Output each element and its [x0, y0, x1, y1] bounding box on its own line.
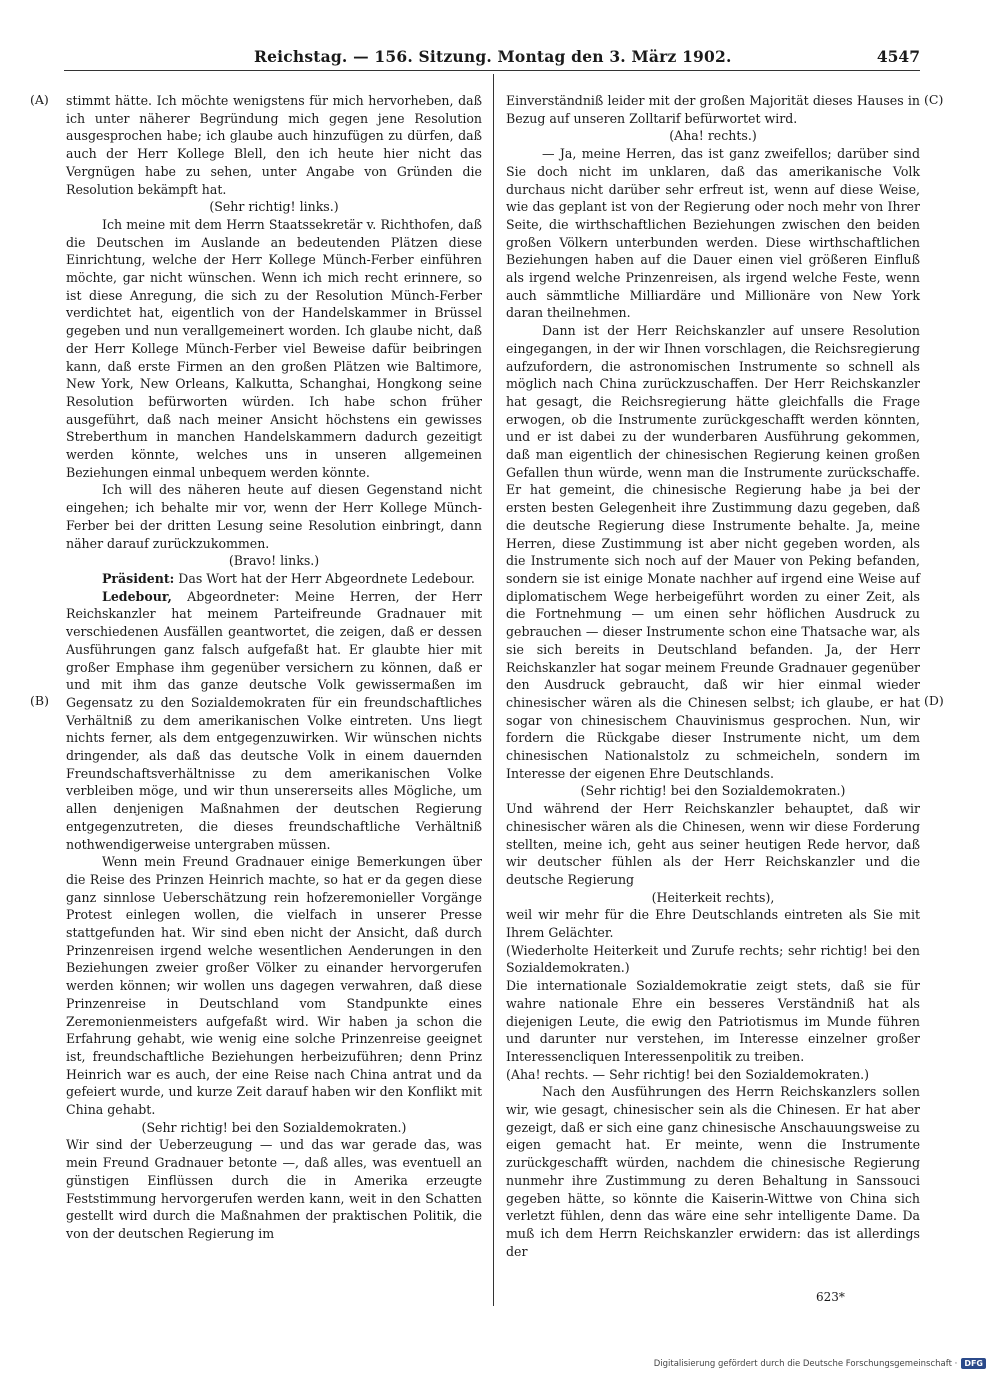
paragraph: [66, 1136, 482, 1242]
paragraph-text: Nach den Ausführungen des Herrn Reichskanzlers sollen wir, wie gesagt, chinesischer sein als die Chinesen. Er hat aber gezeigt, daß er sich eine ganz chinesische Anschauungsweise zu eigen gemacht hat. Er meinte, wenn die Instrumente zurückgeschafft würden, nachdem die chinesische Regierung nunmehr ihre Zustimmung zu deren Behaltung in Sanssouci gegeben hätte, so könnte die Kaiserin-Wittwe von China sich verletzt fühlen, denn das wäre eine sehr intelligente Dame. Da muß ich dem Herrn Reichskanzler erwidern: das ist allerdings der: [506, 1084, 920, 1259]
paragraph: [66, 570, 482, 588]
paragraph: [506, 782, 920, 800]
page-number: 4547: [876, 47, 920, 66]
paragraph: [66, 92, 482, 198]
footer-text: Digitalisierung gefördert durch die Deutsche Forschungsgemeinschaft ·: [653, 1358, 958, 1369]
signature-mark: 623*: [816, 1290, 845, 1304]
paragraph-text: (Aha! rechts. — Sehr richtig! bei den Sozialdemokraten.): [506, 1066, 870, 1082]
header-rule: [64, 70, 920, 71]
paragraph-text: (Bravo! links.): [228, 553, 320, 569]
paragraph-text: Einverständniß leider mit der großen Majorität dieses Hauses in Bezug auf unseren Zolltarif befürwortet wird.: [506, 93, 920, 126]
paragraph-text: weil wir mehr für die Ehre Deutschlands eintreten als Sie mit Ihrem Gelächter.: [506, 907, 920, 941]
paragraph: [66, 853, 482, 1119]
running-head: Reichstag. — 156. Sitzung. Montag den 3. März 1902.: [254, 47, 732, 66]
paragraph-text: Ich meine mit dem Herrn Staatssekretär v. Richthofen, daß die Deutschen im Auslande an bedeutenden Plätzen diese Einrichtung, welche der Herr Kollege Münch-Ferber einführen möchte, gar nicht wünschen. Wenn ich mich recht erinnere, so ist diese Anregung, die sich zu der Resolution Münch-Ferber verdichtet hat, eigentlich von der Handelskammer in Brüssel gegeben und nun verallgemeinert worden. Ich glaube nicht, daß der Herr Kollege Münch-Ferber viel Beweise dafür beibringen kann, daß erste Firmen an den großen Plätzen wie Baltimore, New York, New Orleans, Kalkutta, Schanghai, Hongkong seine Resolution befürworten würden. Ich habe schon früher ausgeführt, daß nach meiner Ansicht höchstens ein gewisses Streberthum in manchen Handelskammern dadurch gezeitigt werden könnte, welches uns in unseren allgemeinen Beziehungen einmal unbequem werden könnte.: [66, 216, 482, 480]
paragraph: [506, 889, 920, 907]
paragraph-text: (Sehr richtig! bei den Sozialdemokraten.): [141, 1119, 407, 1135]
footer: [654, 1358, 986, 1369]
paragraph: [506, 906, 920, 941]
paragraph-text: (Heiterkeit rechts),: [651, 889, 775, 905]
paragraph-text: Ich will des näheren heute auf diesen Gegenstand nicht eingehen; ich behalte mir vor, wenn der Herr Kollege Münch-Ferber bei der dritten Lesung seine Resolution einbringt, dann näher darauf zurückzukommen.: [66, 482, 482, 551]
speaker-name: Ledebour,: [102, 588, 172, 604]
margin-mark-b: (B): [30, 693, 49, 708]
paragraph-text: (Sehr richtig! bei den Sozialdemokraten.): [580, 783, 846, 799]
paragraph-text: Die internationale Sozialdemokratie zeigt stets, daß sie für wahre nationale Ehre ein besseres Verständniß hat als diejenigen Leute, die ewig den Patriotismus im Munde führen und darunter nur verstehen, im Interesse einzelner großer Interessencliquen Interessenpolitik zu treiben.: [506, 978, 920, 1064]
column-divider: [493, 74, 494, 1306]
paragraph: [66, 588, 482, 854]
paragraph: [506, 800, 920, 889]
paragraph-text: — Ja, meine Herren, das ist ganz zweifellos; darüber sind Sie doch nicht im unklaren, daß das amerikanische Volk durchaus nicht darüber sehr erfreut ist, wenn auf diese Weise, wie das geplant ist von der Regierung oder noch mehr von Ihrer Seite, die wirthschaftlichen Beziehungen zwischen den beiden großen Völkern unterbunden werden. Diese wirthschaftlichen Beziehungen haben auf die Dauer einen viel größeren Einfluß als irgend welche Prinzenreisen, als irgend welche Feste, wenn auch sämmtliche Milliardäre und Millionäre von New York daran theilnehmen.: [506, 146, 920, 321]
paragraph: [66, 1119, 482, 1137]
paragraph: [66, 481, 482, 552]
paragraph-text: (Aha! rechts.): [669, 128, 757, 144]
margin-mark-d: (D): [924, 693, 944, 708]
running-header: [64, 47, 920, 71]
speaker-name: Präsident:: [102, 570, 175, 586]
paragraph: [66, 216, 482, 482]
margin-mark-a: (A): [30, 92, 49, 107]
paragraph: [506, 322, 920, 782]
dfg-logo: DFG: [961, 1358, 986, 1369]
paragraph-text: Abgeordneter: Meine Herren, der Herr Reichskanzler hat meinem Parteifreunde Gradnauer mit verschiedenen Ausfällen geantwortet, die zeigen, daß er dessen Ausführungen ganz falsch aufgefaßt hat. Er glaubte hier mit großer Emphase ihm gegenüber versichern zu können, daß er und mit ihm das ganze deutsche Volk gewissermaßen im Gegensatz zu den Sozialdemokraten für ein freundschaftliches Verhältniß zu dem amerikanischen Volke eintreten. Uns liegt nichts ferner, als dem entgegenzuwirken. Wir wünschen nichts dringender, als daß das deutsche Volk in einem dauernden Freundschaftsverhältnisse zu dem amerikanischen Volke verbleiben möge, und wir thun unsererseits alles Mögliche, um allen denjenigen Maßnahmen der deutschen Regierung entgegenzutreten, die dieses freundschaftliche Verhältniß nothwendigerweise untergraben müssen.: [66, 588, 482, 852]
paragraph: [506, 127, 920, 145]
paragraph-text: (Sehr richtig! links.): [209, 199, 339, 215]
paragraph: [506, 1066, 920, 1084]
paragraph-text: Wir sind der Ueberzeugung — und das war gerade das, was mein Freund Gradnauer betonte —, daß alles, was eventuell an günstigen Einflüssen durch die in Amerika erzeugte Feststimmung hervorgerufen werden kann, weit in den Schatten gestellt wird durch die Maßnahmen der praktischen Politik, die von der deutschen Regierung im: [66, 1137, 482, 1241]
paragraph-text: Wenn mein Freund Gradnauer einige Bemerkungen über die Reise des Prinzen Heinrich machte, so hat er da gegen diese ganz sinnlose Ueberschätzung rein hofzeremonieller Vorgänge Protest einlegen wollen, die vielfach in unserer Presse stattgefunden hat. Wir sind eben nicht der Ansicht, daß durch Prinzenreisen irgend welche wesentlichen Aenderungen in den Beziehungen zweier großer Völker zu einander hervorgerufen werden können; wir wollen uns dagegen verwahren, daß diese Prinzenreise in Deutschland vom Standpunkte eines Zeremonienmeisters aufgefaßt wird. Wir haben ja schon die Erfahrung gehabt, wie wenig eine solche Prinzenreise geeignet ist, freundschaftliche Beziehungen herbeizuführen; denn Prinz Heinrich war es auch, der eine Reise nach China antrat und da gefeiert wurde, und kurze Zeit darauf haben wir den Konflikt mit China gehabt.: [66, 854, 482, 1118]
paragraph-text: stimmt hätte. Ich möchte wenigstens für mich hervorheben, daß ich unter näherer Begründung mich gegen jene Resolution ausgesprochen habe; ich glaube auch hinzufügen zu dürfen, daß auch der Herr Kollege Blell, den ich heute hier nicht das Vergnügen habe zu sehen, unter Angabe von Gründen die Resolution bekämpft hat.: [66, 93, 482, 197]
paragraph: [506, 92, 920, 127]
margin-mark-c: (C): [924, 92, 944, 107]
paragraph-text: Dann ist der Herr Reichskanzler auf unsere Resolution eingegangen, in der wir Ihnen vorschlagen, die Reichsregierung aufzufordern, die astronomischen Instrumente so schnell als möglich nach China zurückzuschaffen. Der Herr Reichskanzler hat gesagt, die Reichsregierung hätte gleichfalls die Frage erwogen, ob die Instrumente zurückgeschafft werden könnten, und er ist dabei zu der wunderbaren Ausführung gekommen, daß man eigentlich der chinesischen Regierung keinen großen Gefallen thun würde, wenn man die Instrumente zurückschaffe. Er hat gemeint, die chinesische Regierung habe ja bei der ersten besten Gelegenheit ihre Zustimmung dazu gegeben, daß die deutsche Regierung diese Instrumente behalte. Ja, meine Herren, diese Zustimmung ist aber nicht gegeben worden, als die Instrumente sich noch auf der Mauer von Peking befanden, sondern sie ist einige Monate nachher auf irgend eine Weise auf diplomatischem Wege herbeigeführt worden zu einer Zeit, als die Fortnehmung — um einen sehr höflichen Ausdruck zu gebrauchen — dieser Instrumente schon eine Thatsache war, als sie sich bereits in Deutschland befanden. Ja, der Herr Reichskanzler hat sogar meinem Freunde Gradnauer gegenüber den Ausdruck gebraucht, daß wir hier einmal wieder chinesischer wären als die Chinesen selbst; ich glaube, er hat sogar von chinesischem Chauvinismus gesprochen. Nun, wir fordern die Rückgabe dieser Instrumente nicht, um dem chinesischen Nationalstolz zu schmeicheln, sondern im Interesse der eigenen Ehre Deutschlands.: [506, 323, 920, 781]
right-column: [506, 92, 920, 1260]
paragraph: [506, 977, 920, 1066]
paragraph: [506, 145, 920, 322]
paragraph-text: Und während der Herr Reichskanzler behauptet, daß wir chinesischer wären als die Chinesen, wenn wir diese Forderung stellten, meine ich, geht aus seiner heutigen Rede hervor, daß wir deutscher fühlen als der Herr Reichskanzler und die deutsche Regierung: [506, 801, 920, 887]
paragraph: [66, 552, 482, 570]
paragraph: [506, 1083, 920, 1260]
left-column: [66, 92, 482, 1243]
paragraph-text: (Wiederholte Heiterkeit und Zurufe rechts; sehr richtig! bei den Sozialdemokraten.): [506, 942, 920, 976]
paragraph: [506, 942, 920, 977]
paragraph: [66, 198, 482, 216]
paragraph-text: Das Wort hat der Herr Abgeordnete Ledebour.: [174, 570, 475, 586]
